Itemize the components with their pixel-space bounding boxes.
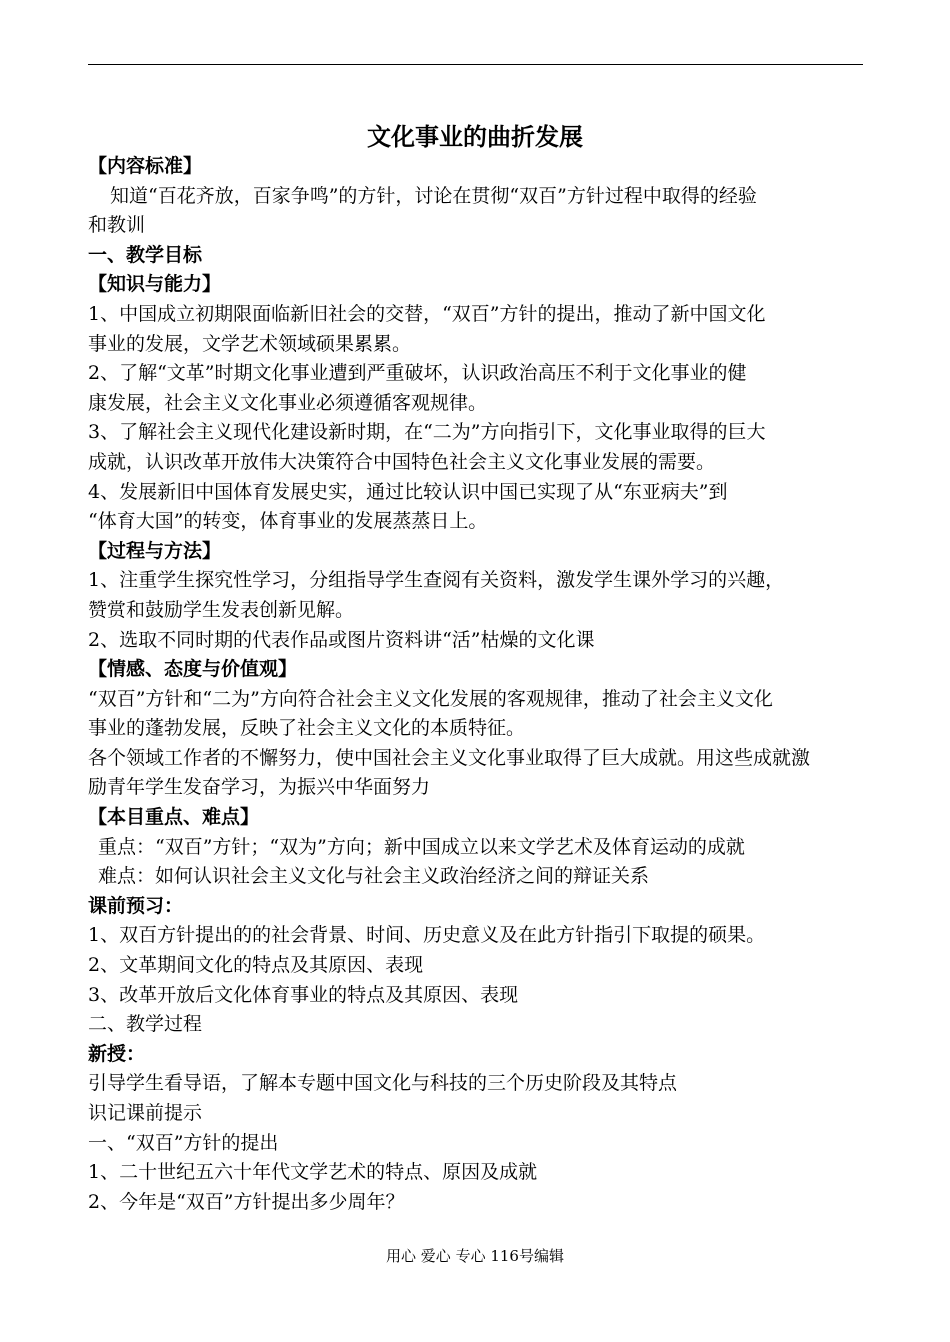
text-line: 1、注重学生探究性学习，分组指导学生查阅有关资料，激发学生课外学习的兴趣，	[88, 569, 785, 592]
section-heading: 一、教学目标	[88, 243, 203, 266]
text-line: 知道“百花齐放，百家争鸣”的方针，讨论在贯彻“双百”方针过程中取得的经验	[110, 184, 757, 207]
text-line: 重点：“双百”方针；“双为”方向；新中国成立以来文学艺术及体育运动的成就	[98, 835, 745, 858]
text-line: 2、文革期间文化的特点及其原因、表现	[88, 954, 424, 977]
text-line: 赞赏和鼓励学生发表创新见解。	[88, 598, 355, 621]
text-line: 识记课前提示	[88, 1102, 203, 1124]
text-line: 4、发展新旧中国体育发展史实，通过比较认识中国已实现了从“东亚病夫”到	[88, 480, 728, 503]
text-line: 2、了解“文革”时期文化事业遭到严重破坏，认识政治高压不利于文化事业的健	[88, 362, 747, 385]
section-heading: 【情感、态度与价值观】	[88, 658, 298, 681]
text-line: 二、教学过程	[88, 1013, 203, 1036]
text-line: 1、中国成立初期限面临新旧社会的交替，“双百”方针的提出，推动了新中国文化	[88, 302, 766, 325]
section-heading: 【内容标准】	[88, 155, 203, 177]
text-line: 康发展，社会主义文化事业必须遵循客观规律。	[88, 391, 488, 414]
text-line: “双百”方针和“二为”方向符合社会主义文化发展的客观规律，推动了社会主义文化	[88, 687, 773, 710]
page-footer: 用心 爱心 专心 116号编辑	[386, 1247, 564, 1265]
text-line: 事业的蓬勃发展，反映了社会主义文化的本质特征。	[88, 717, 526, 740]
text-line: 事业的发展，文学艺术领域硕果累累。	[88, 332, 412, 355]
text-line: 1、二十世纪五六十年代文学艺术的特点、原因及成就	[88, 1161, 538, 1184]
document-title: 文化事业的曲折发展	[367, 122, 583, 151]
header-rule	[88, 64, 863, 65]
document-body	[88, 152, 920, 1217]
text-line: 各个领域工作者的不懈努力，使中国社会主义文化事业取得了巨大成就。用这些成就激	[88, 746, 811, 769]
text-line: 一、“双百”方针的提出	[88, 1131, 279, 1154]
section-heading: 【知识与能力】	[88, 273, 222, 296]
text-line: 2、选取不同时期的代表作品或图片资料讲“活”枯燥的文化课	[88, 628, 595, 651]
section-heading: 新授：	[88, 1042, 146, 1065]
text-line: “体育大国”的转变，体育事业的发展蒸蒸日上。	[88, 510, 488, 533]
text-line: 和教训	[88, 214, 146, 237]
section-heading: 课前预习：	[88, 894, 184, 917]
text-line: 2、今年是“双百”方针提出多少周年？	[88, 1190, 405, 1213]
text-line: 1、双百方针提出的的社会背景、时间、历史意义及在此方针指引下取提的硕果。	[88, 924, 766, 947]
text-line: 成就，认识改革开放伟大决策符合中国特色社会主义文化事业发展的需要。	[88, 450, 716, 473]
text-line: 3、改革开放后文化体育事业的特点及其原因、表现	[88, 983, 519, 1006]
text-line: 励青年学生发奋学习，为振兴中华面努力	[88, 776, 431, 799]
section-heading: 【本目重点、难点】	[88, 806, 260, 829]
text-line: 3、了解社会主义现代化建设新时期，在“二为”方向指引下，文化事业取得的巨大	[88, 421, 766, 444]
section-heading: 【过程与方法】	[88, 539, 222, 562]
text-line: 引导学生看导语，了解本专题中国文化与科技的三个历史阶段及其特点	[88, 1072, 678, 1095]
text-line: 难点：如何认识社会主义文化与社会主义政治经济之间的辩证关系	[98, 865, 650, 888]
